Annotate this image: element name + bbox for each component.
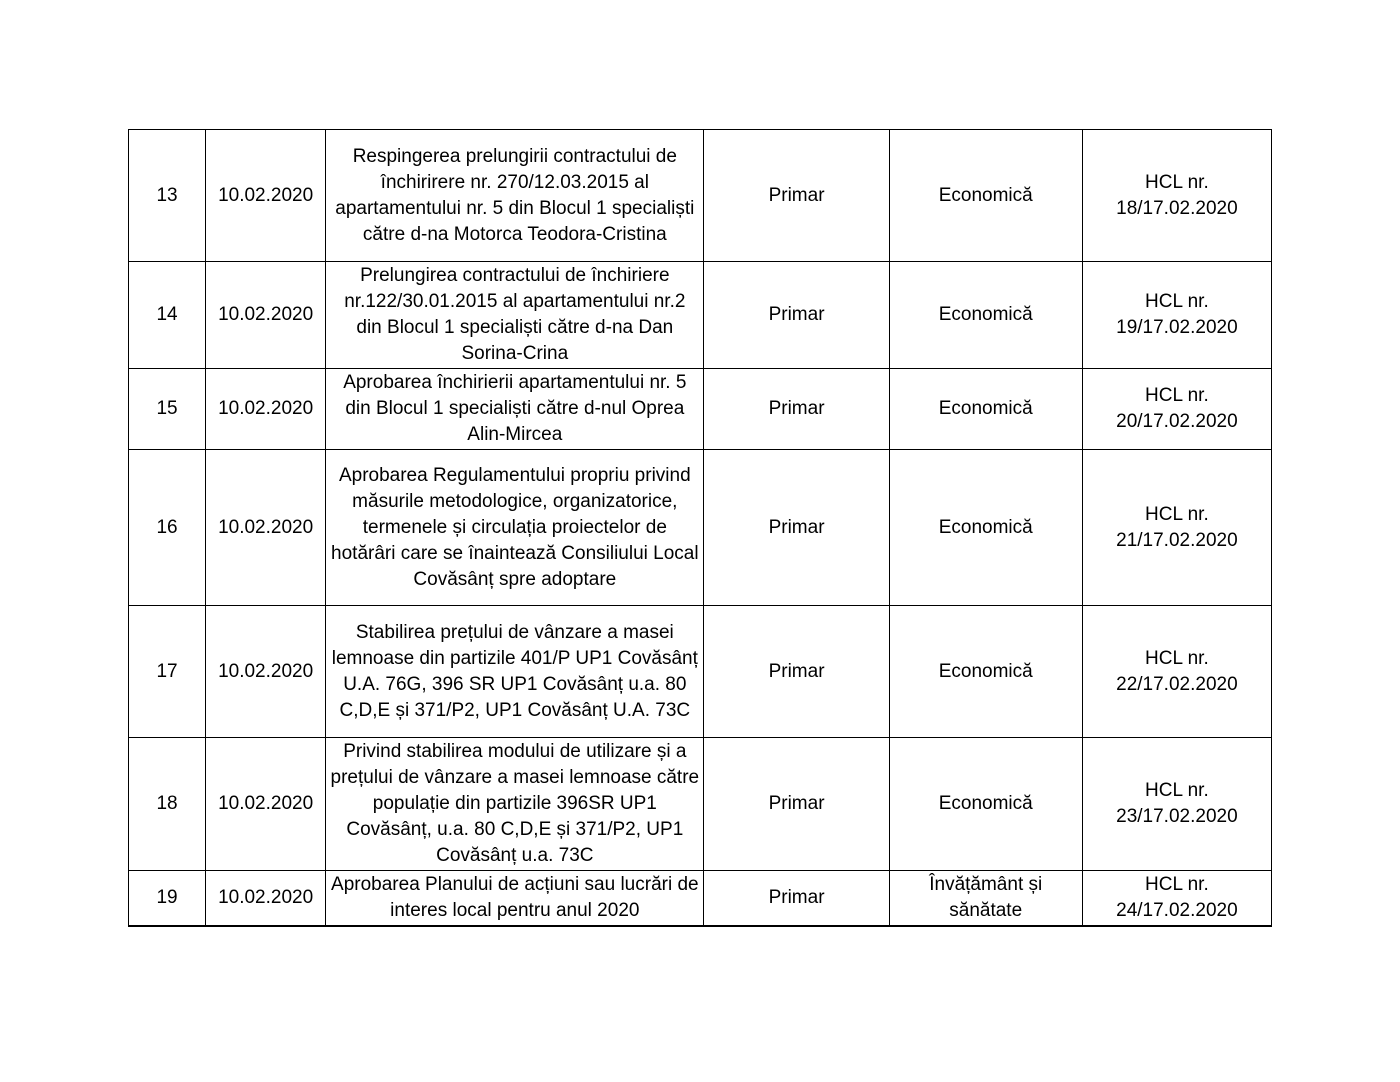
cell-hcl-number bbox=[1082, 450, 1271, 606]
cell-decision-title: Aprobarea Planului de acțiuni sau lucrări de interes local pentru anul 2020 bbox=[326, 871, 704, 927]
cell-date: 10.02.2020 bbox=[206, 450, 326, 606]
cell-row-number: 17 bbox=[129, 606, 206, 738]
table-row bbox=[129, 606, 1272, 738]
cell-initiator: Primar bbox=[704, 606, 889, 738]
table-row bbox=[129, 262, 1272, 369]
hcl-value: 19/17.02.2020 bbox=[1116, 317, 1238, 338]
cell-initiator: Primar bbox=[704, 871, 889, 927]
hcl-value: 18/17.02.2020 bbox=[1116, 197, 1238, 219]
hcl-label: HCL nr. bbox=[1145, 503, 1209, 525]
cell-hcl-number bbox=[1082, 871, 1271, 927]
cell-initiator: Primar bbox=[704, 130, 889, 262]
cell-hcl-number bbox=[1082, 606, 1271, 738]
cell-decision-title: Aprobarea Regulamentului propriu privind măsurile metodologice, organizatorice, termenele și circulația proiectelor de hotărâri care se înaintează Consiliului Local Covăsânț spre adoptare bbox=[326, 450, 704, 606]
cell-hcl-number bbox=[1082, 130, 1271, 262]
cell-committee: Economică bbox=[889, 130, 1082, 262]
cell-hcl-number bbox=[1082, 738, 1271, 871]
cell-date: 10.02.2020 bbox=[206, 369, 326, 450]
hcl-value: 21/17.02.2020 bbox=[1116, 529, 1238, 551]
table-row bbox=[129, 450, 1272, 606]
table-row bbox=[129, 369, 1272, 450]
cell-initiator: Primar bbox=[704, 738, 889, 871]
hcl-label: HCL nr. bbox=[1145, 780, 1209, 801]
hcl-value: 22/17.02.2020 bbox=[1116, 673, 1238, 695]
hcl-label: HCL nr. bbox=[1145, 291, 1209, 312]
cell-row-number: 13 bbox=[129, 130, 206, 262]
cell-initiator: Primar bbox=[704, 450, 889, 606]
cell-row-number: 14 bbox=[129, 262, 206, 369]
cell-committee: Economică bbox=[889, 738, 1082, 871]
hcl-label: HCL nr. bbox=[1145, 171, 1209, 193]
decisions-table bbox=[128, 129, 1272, 927]
hcl-label: HCL nr. bbox=[1145, 874, 1209, 895]
cell-row-number: 15 bbox=[129, 369, 206, 450]
cell-initiator: Primar bbox=[704, 262, 889, 369]
table-row bbox=[129, 738, 1272, 871]
hcl-value: 20/17.02.2020 bbox=[1116, 411, 1238, 432]
cell-hcl-number bbox=[1082, 369, 1271, 450]
cell-committee: Economică bbox=[889, 262, 1082, 369]
cell-row-number: 18 bbox=[129, 738, 206, 871]
cell-initiator: Primar bbox=[704, 369, 889, 450]
cell-date: 10.02.2020 bbox=[206, 738, 326, 871]
hcl-label: HCL nr. bbox=[1145, 647, 1209, 669]
cell-decision-title: Privind stabilirea modului de utilizare și a prețului de vânzare a masei lemnoase către populație din partizile 396SR UP1 Covăsânț, u.a. 80 C,D,E și 371/P2, UP1 Covăsânț u.a. 73C bbox=[326, 738, 704, 871]
table-body bbox=[129, 130, 1272, 927]
cell-committee: Învățământ și sănătate bbox=[889, 871, 1082, 927]
hcl-label: HCL nr. bbox=[1145, 385, 1209, 406]
cell-committee: Economică bbox=[889, 606, 1082, 738]
cell-decision-title: Aprobarea închirierii apartamentului nr. 5 din Blocul 1 specialiști către d-nul Oprea Alin-Mircea bbox=[326, 369, 704, 450]
cell-date: 10.02.2020 bbox=[206, 606, 326, 738]
table-row bbox=[129, 871, 1272, 927]
hcl-value: 23/17.02.2020 bbox=[1116, 806, 1238, 827]
hcl-value: 24/17.02.2020 bbox=[1116, 900, 1238, 921]
cell-committee: Economică bbox=[889, 450, 1082, 606]
cell-date: 10.02.2020 bbox=[206, 262, 326, 369]
cell-committee: Economică bbox=[889, 369, 1082, 450]
cell-decision-title: Prelungirea contractului de închiriere nr.122/30.01.2015 al apartamentului nr.2 din Blocul 1 specialiști către d-na Dan Sorina-Crina bbox=[326, 262, 704, 369]
cell-row-number: 19 bbox=[129, 871, 206, 927]
cell-row-number: 16 bbox=[129, 450, 206, 606]
cell-date: 10.02.2020 bbox=[206, 871, 326, 927]
cell-decision-title: Respingerea prelungirii contractului de închirirere nr. 270/12.03.2015 al apartamentului nr. 5 din Blocul 1 specialiști către d-na Motorca Teodora-Cristina bbox=[326, 130, 704, 262]
cell-decision-title: Stabilirea prețului de vânzare a masei lemnoase din partizile 401/P UP1 Covăsânț U.A. 76G, 396 SR UP1 Covăsânț u.a. 80 C,D,E și 371/P2, UP1 Covăsânț U.A. 73C bbox=[326, 606, 704, 738]
cell-hcl-number bbox=[1082, 262, 1271, 369]
table-row bbox=[129, 130, 1272, 262]
cell-date: 10.02.2020 bbox=[206, 130, 326, 262]
